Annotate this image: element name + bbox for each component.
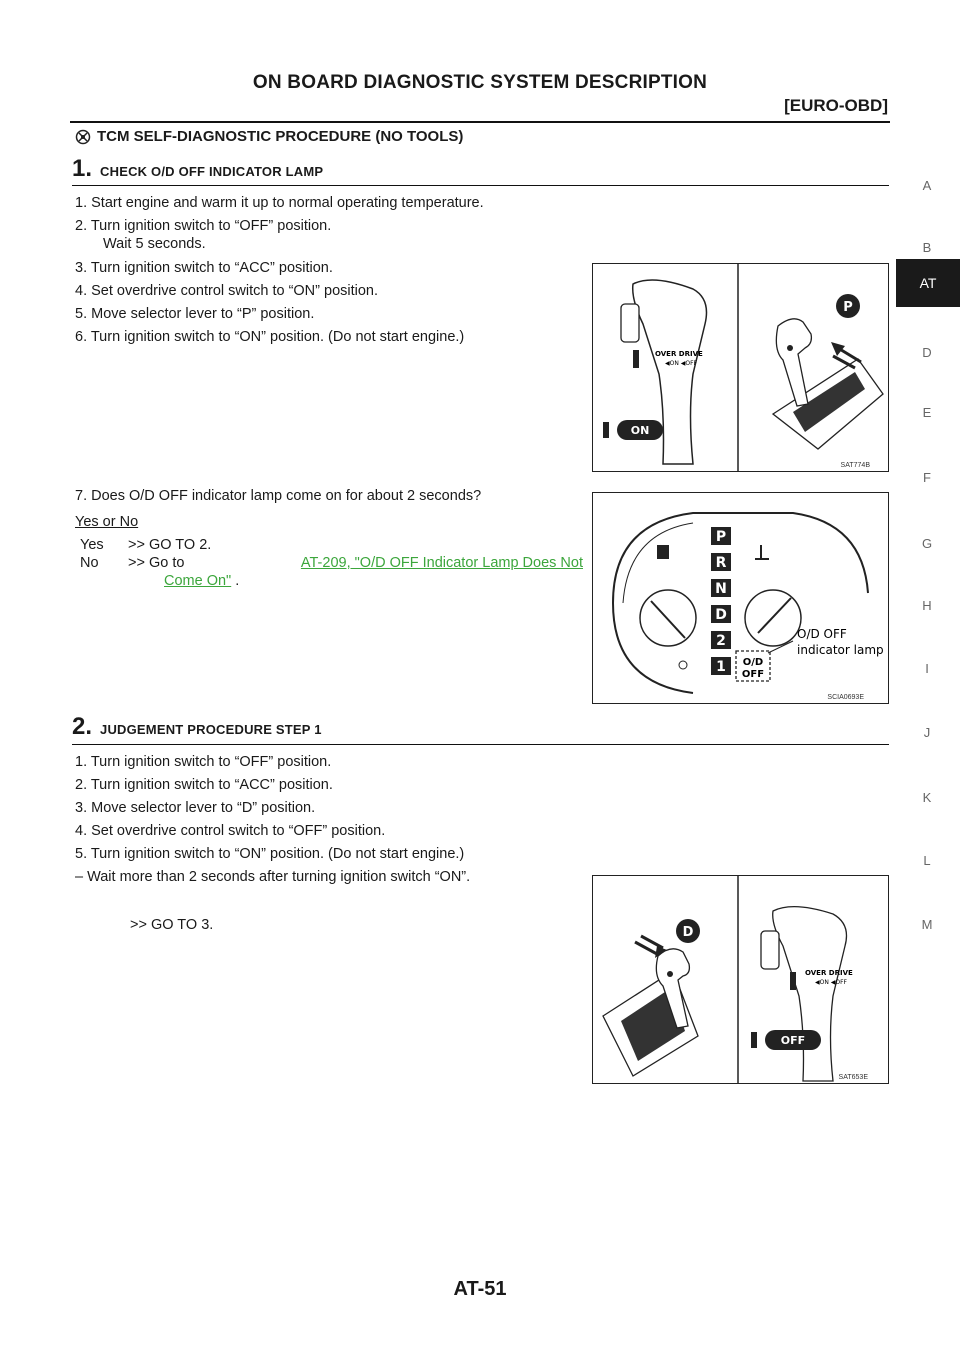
fig3-gear-badge: D xyxy=(682,925,694,940)
gear-r: R xyxy=(715,555,727,571)
fig1-gear-badge: P xyxy=(843,300,853,315)
gear-d: D xyxy=(715,607,727,623)
page-subtitle: [EURO-OBD] xyxy=(784,96,888,115)
yes-or-no-label: Yes or No xyxy=(75,514,139,530)
step-1-line-5: 5. Move selector lever to “P” position. xyxy=(75,306,315,322)
step-2-title: JUDGEMENT PROCEDURE STEP 1 xyxy=(100,722,322,737)
fig3-switch-text: OVER DRIVE xyxy=(805,969,853,977)
step-2-goto: >> GO TO 3. xyxy=(130,917,214,933)
fig3-switch-sub: ◀ON ◀OFF xyxy=(815,979,847,986)
page-number: AT-51 xyxy=(453,1278,507,1300)
step-2-line-1: 1. Turn ignition switch to “OFF” position. xyxy=(75,754,332,770)
yes-answer: >> GO TO 2. xyxy=(128,537,212,553)
yes-label: Yes xyxy=(80,537,104,553)
step-1-rule xyxy=(72,185,889,186)
step-2-heading xyxy=(72,713,322,741)
callout-text-2: indicator lamp xyxy=(797,643,884,657)
step-1-title: CHECK O/D OFF INDICATOR LAMP xyxy=(100,164,324,179)
no-label: No xyxy=(80,555,99,571)
header-rule xyxy=(70,121,890,123)
fig1-code: SAT774B xyxy=(840,462,870,469)
step-1-line-2b: Wait 5 seconds. xyxy=(103,236,206,252)
sidebar-item-g[interactable]: G xyxy=(921,536,933,551)
sidebar-item-a[interactable]: A xyxy=(922,178,932,193)
step-2-line-5: 5. Turn ignition switch to “ON” position. (Do not start engine.) xyxy=(75,846,465,862)
section-heading xyxy=(75,128,463,145)
fig3-code: SAT653E xyxy=(838,1074,868,1081)
fig3-badge: OFF xyxy=(780,1034,806,1047)
sidebar-item-at[interactable]: AT xyxy=(896,259,960,307)
sidebar-item-d[interactable]: D xyxy=(922,345,932,360)
gear-1: 1 xyxy=(716,659,726,675)
shift-lever-d-illustration xyxy=(593,876,888,1083)
no-answer-link-2[interactable]: Come On" xyxy=(164,573,232,589)
fig2-code: SCIA0693E xyxy=(827,694,864,701)
no-answer-link[interactable]: AT-209, "O/D OFF Indicator Lamp Does Not xyxy=(300,555,583,571)
gear-n: N xyxy=(715,581,727,597)
step-1-line-1: 1. Start engine and warm it up to normal operating temperature. xyxy=(75,195,484,211)
sidebar-item-i[interactable]: I xyxy=(925,661,929,676)
no-answer-suffix: . xyxy=(235,573,240,589)
step-1-line-7: 7. Does O/D OFF indicator lamp come on for about 2 seconds? xyxy=(75,488,482,504)
callout-text-1: O/D OFF xyxy=(797,627,847,641)
step-1-line-3: 3. Turn ignition switch to “ACC” position. xyxy=(75,260,333,276)
figure-sat653e xyxy=(592,875,889,1084)
figure-scia0693e xyxy=(592,492,889,704)
sidebar-item-k[interactable]: K xyxy=(922,790,932,805)
sidebar-item-m[interactable]: M xyxy=(921,917,933,932)
step-1-heading xyxy=(72,155,323,183)
step-2-line-3: 3. Move selector lever to “D” position. xyxy=(75,800,316,816)
gear-p: P xyxy=(715,529,727,545)
sidebar-item-h[interactable]: H xyxy=(922,598,932,613)
step-1-number: 1. xyxy=(72,155,93,182)
sidebar-index xyxy=(894,0,960,1358)
gear-2: 2 xyxy=(716,633,726,649)
step-2-line-4: 4. Set overdrive control switch to “OFF” position. xyxy=(75,823,386,839)
gear-indicator-column xyxy=(711,527,731,675)
fig1-badge: ON xyxy=(630,424,650,437)
sidebar-item-b[interactable]: B xyxy=(922,240,932,255)
step-2-line-2: 2. Turn ignition switch to “ACC” position. xyxy=(75,777,333,793)
gear-icon xyxy=(75,129,91,145)
lamp-text-1: O/D xyxy=(742,657,764,668)
shift-lever-p-illustration xyxy=(593,264,888,471)
step-1-line-6: 6. Turn ignition switch to “ON” position. (Do not start engine.) xyxy=(75,329,465,345)
no-answer-prefix: >> Go to xyxy=(128,555,185,571)
step-2-rule xyxy=(72,744,889,745)
fig1-switch-sub: ◀ON ◀OFF xyxy=(665,360,697,367)
page-title: ON BOARD DIAGNOSTIC SYSTEM DESCRIPTION xyxy=(252,72,708,93)
sidebar-item-e[interactable]: E xyxy=(922,405,932,420)
sidebar-item-l[interactable]: L xyxy=(923,853,931,868)
no-answer-line-2 xyxy=(164,573,239,589)
sidebar-item-f[interactable]: F xyxy=(923,470,931,485)
step-1-line-2: 2. Turn ignition switch to “OFF” position. xyxy=(75,218,332,234)
lamp-text-2: OFF xyxy=(741,669,765,680)
sidebar-item-j[interactable]: J xyxy=(923,725,931,740)
step-2-number: 2. xyxy=(72,713,93,740)
section-title: TCM SELF-DIAGNOSTIC PROCEDURE (NO TOOLS) xyxy=(97,128,464,145)
fig1-switch-text: OVER DRIVE xyxy=(655,350,703,358)
step-1-line-4: 4. Set overdrive control switch to “ON” position. xyxy=(75,283,379,299)
indicator-cluster-illustration xyxy=(593,493,888,703)
step-2-line-6: – Wait more than 2 seconds after turning ignition switch “ON”. xyxy=(75,869,471,885)
no-answer xyxy=(128,555,583,571)
figure-sat774b xyxy=(592,263,889,472)
